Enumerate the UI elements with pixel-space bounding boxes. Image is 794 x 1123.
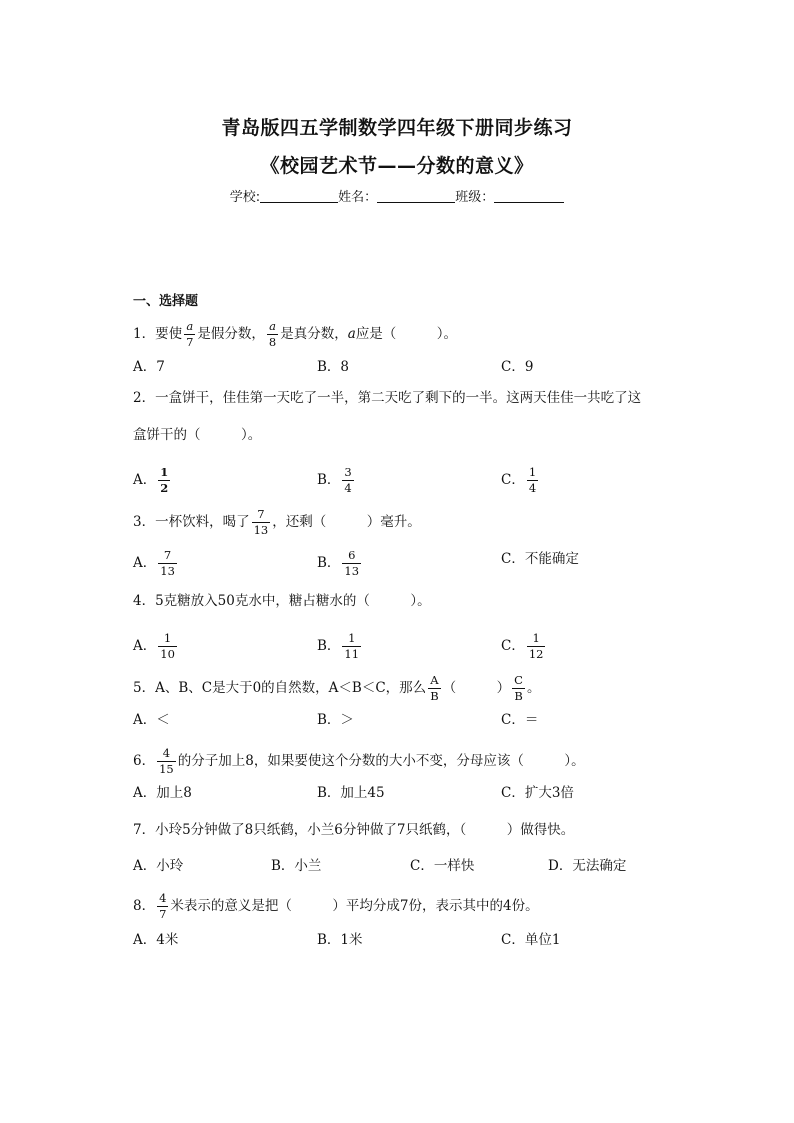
q6-option-b[interactable]: B．加上45 <box>317 785 385 801</box>
class-blank[interactable] <box>494 188 564 203</box>
fraction-a-over-8: $\frac{a}{8}$ <box>268 319 277 349</box>
question-2-line-1: 2．一盒饼干，佳佳第一天吃了一半，第二天吃了剩下的一半。这两天佳佳一共吃了这 <box>133 390 642 406</box>
q8-option-b[interactable]: B．1米 <box>317 932 363 948</box>
school-blank[interactable] <box>260 188 338 203</box>
q7-option-b[interactable]: B．小兰 <box>271 858 322 874</box>
question-8: 8． $\frac{4}{7}$ 米表示的意义是把（ ）平均分成7份，表示其中的4份。 <box>133 891 539 921</box>
fraction-4-over-15: $\frac{4}{15}$ <box>159 746 174 776</box>
name-blank[interactable] <box>377 188 455 203</box>
name-label: 姓名： <box>338 190 378 205</box>
fraction-a-over-7: $\frac{a}{7}$ <box>186 319 194 349</box>
worksheet-title: 青岛版四五学制数学四年级下册同步练习 <box>221 117 573 139</box>
q5-option-c[interactable]: C．＝ <box>501 712 539 728</box>
q6-option-c[interactable]: C．扩大3倍 <box>501 785 574 801</box>
section-title: 一、选择题 <box>133 294 199 309</box>
question-7: 7．小玲5分钟做了8只纸鹤，小兰6分钟做了7只纸鹤，（ ）做得快。 <box>133 822 575 838</box>
q8-option-a[interactable]: A．4米 <box>133 932 179 948</box>
question-2-line-2: 盒饼干的（ ）。 <box>133 427 262 443</box>
q7-option-d[interactable]: D．无法确定 <box>548 858 627 874</box>
question-1: 1．要使 $\frac{a}{7}$ 是假分数， $\frac{a}{8}$ 是真分数，a应是（ ）。 <box>133 319 458 349</box>
question-4: 4．5克糖放入50克水中，糖占糖水的（ ）。 <box>133 593 431 609</box>
q5-option-a[interactable]: A．＜ <box>133 712 170 728</box>
question-5: 5．A、B、C是大于0的自然数，A＜B＜C，那么 $\frac{A}{B}$ （ ） $\frac{C}{B}$ 。 <box>133 673 541 703</box>
question-6: 6． $\frac{4}{15}$ 的分子加上8，如果要使这个分数的大小不变，分母应该（ ）。 <box>133 746 585 776</box>
q8-option-c[interactable]: C．单位1 <box>501 932 561 948</box>
q5-option-b[interactable]: B．＞ <box>317 712 354 728</box>
q3-option-a[interactable]: A． $\frac{7}{13}$ <box>133 548 175 578</box>
q2-option-c[interactable]: C． $\frac{1}{4}$ <box>501 465 537 495</box>
question-3: 3．一杯饮料，喝了 $\frac{7}{13}$ ，还剩（ ）毫升。 <box>133 507 421 537</box>
q3-option-c[interactable]: C．不能确定 <box>501 551 579 567</box>
class-label: 班级： <box>455 190 495 205</box>
q3-option-b[interactable]: B． $\frac{6}{13}$ <box>317 548 360 578</box>
q4-option-a[interactable]: A． $\frac{1}{10}$ <box>133 631 175 661</box>
q7-option-c[interactable]: C．一样快 <box>410 858 475 874</box>
q4-option-b[interactable]: B． $\frac{1}{11}$ <box>317 631 360 661</box>
q2-option-b[interactable]: B． $\frac{3}{4}$ <box>317 465 352 495</box>
fraction-4-over-7: $\frac{4}{7}$ <box>159 891 167 921</box>
q7-option-a[interactable]: A．小玲 <box>133 858 184 874</box>
worksheet-subtitle: 《校园艺术节——分数的意义》 <box>260 155 534 177</box>
q1-option-c[interactable]: C．9 <box>501 359 534 375</box>
q4-option-c[interactable]: C． $\frac{1}{12}$ <box>501 631 544 661</box>
q6-option-a[interactable]: A．加上8 <box>133 785 192 801</box>
fraction-7-over-13: $\frac{7}{13}$ <box>253 507 269 537</box>
q2-option-a[interactable]: A． $\frac{1}{2}$ <box>133 465 169 495</box>
q1-option-b[interactable]: B．8 <box>317 359 350 375</box>
q1-option-a[interactable]: A．7 <box>133 359 165 375</box>
fraction-a-over-b: $\frac{A}{B}$ <box>430 673 439 703</box>
school-label: 学校: <box>229 190 261 205</box>
fraction-c-over-b: $\frac{C}{B}$ <box>514 673 523 703</box>
student-info-line <box>0 186 794 205</box>
